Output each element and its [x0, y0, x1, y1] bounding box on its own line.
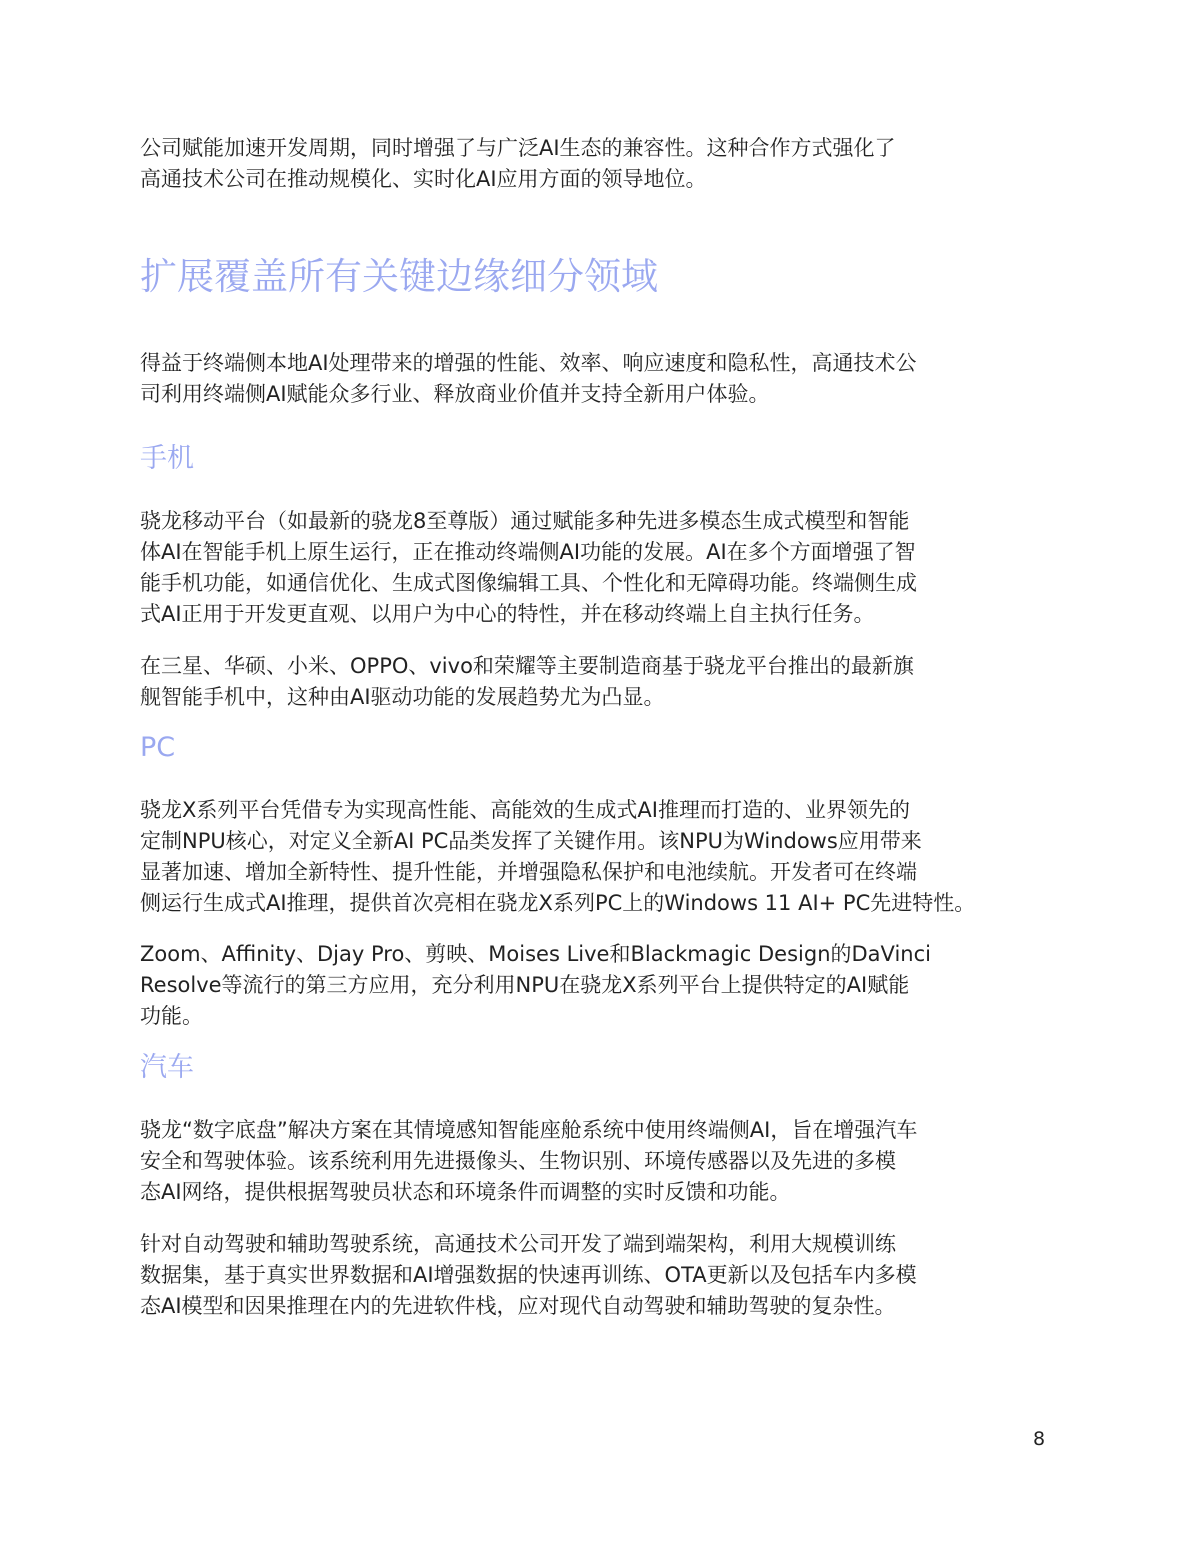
text-line: 司利用终端侧AI赋能众多行业、释放商业价值并支持全新用户体验。 [140, 382, 770, 406]
section-intro-paragraph [140, 348, 917, 410]
subheading-pc: PC [140, 732, 176, 763]
text-line: 安全和驾驶体验。该系统利用先进摄像头、生物识别、环境传感器以及先进的多模 [140, 1149, 896, 1173]
intro-paragraph [140, 133, 896, 195]
section-heading: 扩展覆盖所有关键边缘细分领域 [140, 255, 658, 298]
phone-paragraph-2 [140, 651, 914, 713]
text-line: 体AI在智能手机上原生运行，正在推动终端侧AI功能的发展。AI在多个方面增强了智 [140, 540, 916, 564]
phone-paragraph-1 [140, 506, 917, 630]
pc-paragraph-2 [140, 939, 931, 1032]
text-line: Zoom、Affinity、Djay Pro、剪映、Moises Live和Blackmagic Design的DaVinci [140, 942, 931, 966]
text-line: 舰智能手机中，这种由AI驱动功能的发展趋势尤为凸显。 [140, 685, 665, 709]
subheading-auto: 汽车 [140, 1052, 194, 1083]
text-line: 骁龙“数字底盘”解决方案在其情境感知智能座舱系统中使用终端侧AI，旨在增强汽车 [140, 1118, 918, 1142]
text-line: Resolve等流行的第三方应用，充分利用NPU在骁龙X系列平台上提供特定的AI赋能 [140, 973, 910, 997]
text-line: 定制NPU核心，对定义全新AI PC品类发挥了关键作用。该NPU为Windows应用带来 [140, 829, 922, 853]
text-line: 态AI模型和因果推理在内的先进软件栈，应对现代自动驾驶和辅助驾驶的复杂性。 [140, 1294, 896, 1318]
text-line: 功能。 [140, 1004, 203, 1028]
text-line: 数据集，基于真实世界数据和AI增强数据的快速再训练、OTA更新以及包括车内多模 [140, 1263, 917, 1287]
auto-paragraph-2 [140, 1229, 917, 1322]
text-line: 骁龙移动平台（如最新的骁龙8至尊版）通过赋能多种先进多模态生成式模型和智能 [140, 509, 910, 533]
text-line: 在三星、华硕、小米、OPPO、vivo和荣耀等主要制造商基于骁龙平台推出的最新旗 [140, 654, 914, 678]
text-line: 侧运行生成式AI推理，提供首次亮相在骁龙X系列PC上的Windows 11 AI+ PC先进特性。 [140, 891, 976, 915]
text-line: 式AI正用于开发更直观、以用户为中心的特性，并在移动终端上自主执行任务。 [140, 602, 875, 626]
text-line: 针对自动驾驶和辅助驾驶系统，高通技术公司开发了端到端架构，利用大规模训练 [140, 1232, 896, 1256]
text-line: 高通技术公司在推动规模化、实时化AI应用方面的领导地位。 [140, 167, 707, 191]
page-number: 8 [1033, 1428, 1046, 1450]
text-line: 态AI网络，提供根据驾驶员状态和环境条件而调整的实时反馈和功能。 [140, 1180, 791, 1204]
text-line: 能手机功能，如通信优化、生成式图像编辑工具、个性化和无障碍功能。终端侧生成 [140, 571, 917, 595]
auto-paragraph-1 [140, 1115, 917, 1208]
text-line: 公司赋能加速开发周期，同时增强了与广泛AI生态的兼容性。这种合作方式强化了 [140, 136, 896, 160]
text-line: 得益于终端侧本地AI处理带来的增强的性能、效率、响应速度和隐私性，高通技术公 [140, 351, 917, 375]
pc-paragraph-1 [140, 795, 975, 919]
text-line: 骁龙X系列平台凭借专为实现高性能、高能效的生成式AI推理而打造的、业界领先的 [140, 798, 910, 822]
subheading-phone: 手机 [140, 443, 194, 474]
text-line: 显著加速、增加全新特性、提升性能，并增强隐私保护和电池续航。开发者可在终端 [140, 860, 917, 884]
